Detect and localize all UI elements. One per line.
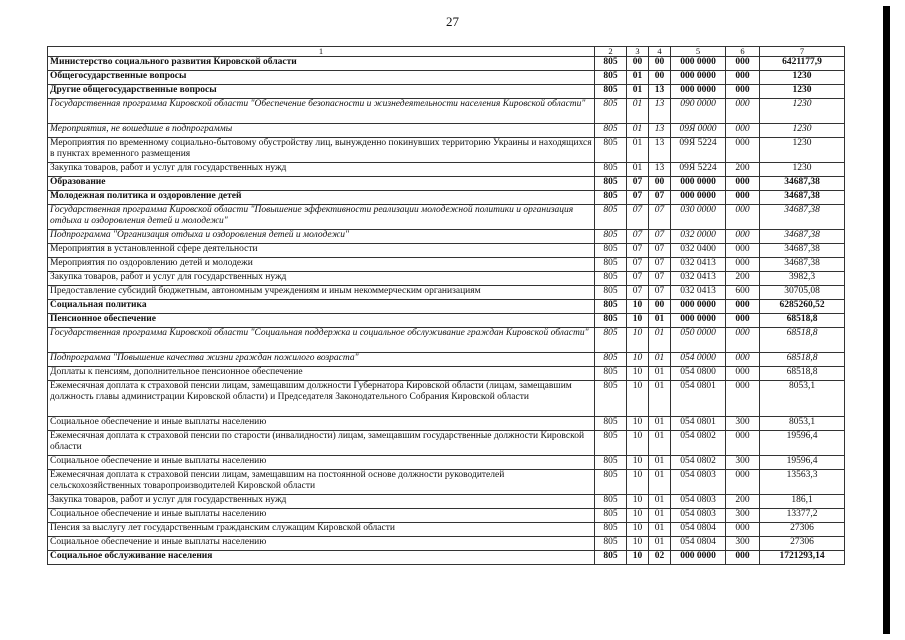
expense-type-code: 000: [726, 177, 760, 191]
target-article-code: 032 0413: [671, 286, 726, 300]
admin-code: 805: [595, 163, 627, 177]
table-row: [48, 300, 845, 314]
row-description: Социальное обслуживание населения: [48, 551, 595, 565]
table-row: [48, 138, 845, 163]
row-description: Мероприятия, не вошедшие в подпрограммы: [48, 124, 595, 138]
expense-type-code: 000: [726, 258, 760, 272]
row-description: Мероприятия по оздоровлению детей и молодежи: [48, 258, 595, 272]
target-article-code: 000 0000: [671, 57, 726, 71]
target-article-code: 050 0000: [671, 328, 726, 353]
subsection-code: 07: [649, 191, 671, 205]
table-row: [48, 431, 845, 456]
row-description: Закупка товаров, работ и услуг для государственных нужд: [48, 272, 595, 286]
subsection-code: 13: [649, 99, 671, 124]
expense-type-code: 000: [726, 431, 760, 456]
row-description: Социальное обеспечение и иные выплаты населению: [48, 509, 595, 523]
subsection-code: 02: [649, 551, 671, 565]
target-article-code: 000 0000: [671, 177, 726, 191]
amount: 1230: [760, 85, 845, 99]
row-description: Министерство социального развития Кировской области: [48, 57, 595, 71]
table-row: [48, 57, 845, 71]
row-description: Социальное обеспечение и иные выплаты населению: [48, 537, 595, 551]
amount: 19596,4: [760, 456, 845, 470]
section-code: 07: [627, 205, 649, 230]
admin-code: 805: [595, 205, 627, 230]
expense-type-code: 000: [726, 523, 760, 537]
expense-type-code: 200: [726, 495, 760, 509]
row-description: Молодежная политика и оздоровление детей: [48, 191, 595, 205]
budget-table-body: [48, 47, 845, 565]
admin-code: 805: [595, 177, 627, 191]
expense-type-code: 300: [726, 417, 760, 431]
target-article-code: 09Я 0000: [671, 124, 726, 138]
row-description: Мероприятия по временному социально-бытовому обустройству лиц, вынужденно покинувших территорию Украины и находящихся в пунктах временного размещения: [48, 138, 595, 163]
row-description: Государственная программа Кировской области "Социальная поддержка и социальное обслуживание граждан Кировской области": [48, 328, 595, 353]
target-article-code: 054 0000: [671, 353, 726, 367]
expense-type-code: 000: [726, 244, 760, 258]
section-code: 07: [627, 230, 649, 244]
section-code: 01: [627, 85, 649, 99]
target-article-code: 000 0000: [671, 85, 726, 99]
row-description: Государственная программа Кировской области "Повышение эффективности реализации молодежной политики и организация отдыха и оздоровления детей и молодежи": [48, 205, 595, 230]
page-number: 27: [446, 14, 459, 29]
table-row: [48, 537, 845, 551]
amount: 186,1: [760, 495, 845, 509]
expense-type-code: 000: [726, 99, 760, 124]
admin-code: 805: [595, 71, 627, 85]
target-article-code: 054 0802: [671, 456, 726, 470]
table-row: [48, 244, 845, 258]
admin-code: 805: [595, 99, 627, 124]
table-row: [48, 456, 845, 470]
admin-code: 805: [595, 314, 627, 328]
row-description: Социальное обеспечение и иные выплаты населению: [48, 417, 595, 431]
section-code: 01: [627, 124, 649, 138]
row-description: Подпрограмма "Повышение качества жизни граждан пожилого возраста": [48, 353, 595, 367]
subsection-code: 01: [649, 456, 671, 470]
table-row: [48, 258, 845, 272]
row-description: Пенсия за выслугу лет государственным гражданским служащим Кировской области: [48, 523, 595, 537]
section-code: 10: [627, 353, 649, 367]
table-row: [48, 99, 845, 124]
subsection-code: 07: [649, 244, 671, 258]
row-description: Другие общегосударственные вопросы: [48, 85, 595, 99]
section-code: 07: [627, 272, 649, 286]
expense-type-code: 000: [726, 381, 760, 417]
section-code: 07: [627, 286, 649, 300]
subsection-code: 01: [649, 353, 671, 367]
section-code: 10: [627, 470, 649, 495]
row-description: Ежемесячная доплата к страховой пенсии по старости (инвалидности) лицам, замещавшим государственные должности Кировской области: [48, 431, 595, 456]
target-article-code: 032 0400: [671, 244, 726, 258]
expense-type-code: 000: [726, 71, 760, 85]
amount: 1230: [760, 124, 845, 138]
section-code: 10: [627, 523, 649, 537]
column-number: 1: [48, 47, 595, 57]
table-row: [48, 551, 845, 565]
column-number: 4: [649, 47, 671, 57]
target-article-code: 032 0000: [671, 230, 726, 244]
target-article-code: 054 0800: [671, 367, 726, 381]
subsection-code: 13: [649, 163, 671, 177]
target-article-code: 000 0000: [671, 300, 726, 314]
admin-code: 805: [595, 230, 627, 244]
expense-type-code: 000: [726, 328, 760, 353]
target-article-code: 032 0413: [671, 272, 726, 286]
subsection-code: 07: [649, 272, 671, 286]
admin-code: 805: [595, 272, 627, 286]
expense-type-code: 000: [726, 470, 760, 495]
row-description: Ежемесячная доплата к страховой пенсии лицам, замещавшим должности Губернатора Кировской области (лицам, замещавшим должность главы администрации Кировской области) и Председателя Законодательного Собрания Кировской области: [48, 381, 595, 417]
subsection-code: 01: [649, 328, 671, 353]
subsection-code: 01: [649, 381, 671, 417]
row-description: Доплаты к пенсиям, дополнительное пенсионное обеспечение: [48, 367, 595, 381]
section-code: 01: [627, 138, 649, 163]
table-row: [48, 417, 845, 431]
admin-code: 805: [595, 286, 627, 300]
section-code: 10: [627, 537, 649, 551]
amount: 13377,2: [760, 509, 845, 523]
section-code: 10: [627, 381, 649, 417]
table-row: [48, 381, 845, 417]
section-code: 01: [627, 163, 649, 177]
subsection-code: 00: [649, 71, 671, 85]
section-code: 01: [627, 71, 649, 85]
admin-code: 805: [595, 456, 627, 470]
amount: 1230: [760, 138, 845, 163]
scan-edge-bar: [883, 6, 890, 634]
subsection-code: 01: [649, 417, 671, 431]
expense-type-code: 000: [726, 551, 760, 565]
amount: 1230: [760, 163, 845, 177]
target-article-code: 09Я 5224: [671, 163, 726, 177]
target-article-code: 054 0801: [671, 417, 726, 431]
table-row: [48, 286, 845, 300]
target-article-code: 054 0801: [671, 381, 726, 417]
row-description: Общегосударственные вопросы: [48, 71, 595, 85]
column-number: 2: [595, 47, 627, 57]
row-description: Мероприятия в установленной сфере деятельности: [48, 244, 595, 258]
target-article-code: 030 0000: [671, 205, 726, 230]
section-code: 07: [627, 258, 649, 272]
admin-code: 805: [595, 124, 627, 138]
expense-type-code: 000: [726, 57, 760, 71]
subsection-code: 07: [649, 286, 671, 300]
admin-code: 805: [595, 258, 627, 272]
section-code: 10: [627, 300, 649, 314]
admin-code: 805: [595, 537, 627, 551]
subsection-code: 00: [649, 300, 671, 314]
admin-code: 805: [595, 551, 627, 565]
subsection-code: 01: [649, 495, 671, 509]
column-number: 3: [627, 47, 649, 57]
subsection-code: 13: [649, 138, 671, 163]
amount: 27306: [760, 523, 845, 537]
row-description: Закупка товаров, работ и услуг для государственных нужд: [48, 163, 595, 177]
amount: 13563,3: [760, 470, 845, 495]
subsection-code: 07: [649, 258, 671, 272]
amount: 19596,4: [760, 431, 845, 456]
subsection-code: 01: [649, 314, 671, 328]
table-row: [48, 71, 845, 85]
subsection-code: 01: [649, 509, 671, 523]
expense-type-code: 000: [726, 191, 760, 205]
table-row: [48, 367, 845, 381]
amount: 3982,3: [760, 272, 845, 286]
amount: 34687,38: [760, 230, 845, 244]
row-description: Закупка товаров, работ и услуг для государственных нужд: [48, 495, 595, 509]
table-row: [48, 523, 845, 537]
table-row: [48, 163, 845, 177]
admin-code: 805: [595, 509, 627, 523]
admin-code: 805: [595, 191, 627, 205]
admin-code: 805: [595, 57, 627, 71]
subsection-code: 13: [649, 124, 671, 138]
target-article-code: 054 0803: [671, 495, 726, 509]
amount: 34687,38: [760, 191, 845, 205]
column-number: 5: [671, 47, 726, 57]
table-row: [48, 353, 845, 367]
expense-type-code: 300: [726, 537, 760, 551]
expense-type-code: 000: [726, 124, 760, 138]
budget-table: [47, 46, 845, 565]
table-row: [48, 272, 845, 286]
admin-code: 805: [595, 353, 627, 367]
target-article-code: 054 0804: [671, 537, 726, 551]
expense-type-code: 200: [726, 272, 760, 286]
subsection-code: 01: [649, 523, 671, 537]
amount: 6285260,52: [760, 300, 845, 314]
amount: 68518,8: [760, 328, 845, 353]
admin-code: 805: [595, 495, 627, 509]
section-code: 10: [627, 495, 649, 509]
table-row: [48, 314, 845, 328]
subsection-code: 00: [649, 177, 671, 191]
expense-type-code: 000: [726, 367, 760, 381]
amount: 68518,8: [760, 314, 845, 328]
table-row: [48, 328, 845, 353]
target-article-code: 054 0803: [671, 470, 726, 495]
admin-code: 805: [595, 244, 627, 258]
amount: 68518,8: [760, 353, 845, 367]
target-article-code: 000 0000: [671, 191, 726, 205]
admin-code: 805: [595, 300, 627, 314]
row-description: Социальное обеспечение и иные выплаты населению: [48, 456, 595, 470]
section-code: 10: [627, 328, 649, 353]
row-description: Подпрограмма "Организация отдыха и оздоровления детей и молодежи": [48, 230, 595, 244]
admin-code: 805: [595, 523, 627, 537]
target-article-code: 000 0000: [671, 314, 726, 328]
target-article-code: 054 0802: [671, 431, 726, 456]
subsection-code: 00: [649, 57, 671, 71]
table-row: [48, 191, 845, 205]
section-code: 00: [627, 57, 649, 71]
amount: 34687,38: [760, 244, 845, 258]
expense-type-code: 000: [726, 138, 760, 163]
expense-type-code: 000: [726, 300, 760, 314]
expense-type-code: 000: [726, 314, 760, 328]
table-row: [48, 470, 845, 495]
admin-code: 805: [595, 381, 627, 417]
expense-type-code: 000: [726, 205, 760, 230]
row-description: Предоставление субсидий бюджетным, автономным учреждениям и иным некоммерческим организациям: [48, 286, 595, 300]
subsection-code: 01: [649, 367, 671, 381]
section-code: 10: [627, 367, 649, 381]
target-article-code: 054 0804: [671, 523, 726, 537]
amount: 27306: [760, 537, 845, 551]
expense-type-code: 300: [726, 456, 760, 470]
subsection-code: 01: [649, 537, 671, 551]
subsection-code: 07: [649, 230, 671, 244]
row-description: Ежемесячная доплата к страховой пенсии лицам, замещавшим на постоянной основе должности руководителей сельскохозяйственных товаропроизводителей Кировской области: [48, 470, 595, 495]
section-code: 10: [627, 431, 649, 456]
section-code: 07: [627, 244, 649, 258]
expense-type-code: 600: [726, 286, 760, 300]
amount: 34687,38: [760, 258, 845, 272]
amount: 30705,08: [760, 286, 845, 300]
section-code: 10: [627, 551, 649, 565]
row-description: Образование: [48, 177, 595, 191]
row-description: Социальная политика: [48, 300, 595, 314]
table-row: [48, 495, 845, 509]
target-article-code: 054 0803: [671, 509, 726, 523]
target-article-code: 09Я 5224: [671, 138, 726, 163]
table-row: [48, 124, 845, 138]
table-row: [48, 509, 845, 523]
subsection-code: 01: [649, 431, 671, 456]
column-number-row: [48, 47, 845, 57]
amount: 34687,38: [760, 205, 845, 230]
table-row: [48, 177, 845, 191]
subsection-code: 07: [649, 205, 671, 230]
admin-code: 805: [595, 470, 627, 495]
section-code: 07: [627, 191, 649, 205]
amount: 6421177,9: [760, 57, 845, 71]
section-code: 10: [627, 417, 649, 431]
expense-type-code: 000: [726, 353, 760, 367]
admin-code: 805: [595, 328, 627, 353]
section-code: 10: [627, 314, 649, 328]
amount: 1721293,14: [760, 551, 845, 565]
amount: 68518,8: [760, 367, 845, 381]
admin-code: 805: [595, 138, 627, 163]
target-article-code: 000 0000: [671, 551, 726, 565]
table-row: [48, 230, 845, 244]
admin-code: 805: [595, 431, 627, 456]
section-code: 07: [627, 177, 649, 191]
admin-code: 805: [595, 367, 627, 381]
table-row: [48, 85, 845, 99]
amount: 34687,38: [760, 177, 845, 191]
subsection-code: 13: [649, 85, 671, 99]
expense-type-code: 300: [726, 509, 760, 523]
admin-code: 805: [595, 85, 627, 99]
column-number: 6: [726, 47, 760, 57]
expense-type-code: 200: [726, 163, 760, 177]
admin-code: 805: [595, 417, 627, 431]
row-description: Пенсионное обеспечение: [48, 314, 595, 328]
amount: 8053,1: [760, 417, 845, 431]
amount: 1230: [760, 99, 845, 124]
target-article-code: 090 0000: [671, 99, 726, 124]
target-article-code: 000 0000: [671, 71, 726, 85]
subsection-code: 01: [649, 470, 671, 495]
table-row: [48, 205, 845, 230]
section-code: 10: [627, 456, 649, 470]
amount: 1230: [760, 71, 845, 85]
row-description: Государственная программа Кировской области "Обеспечение безопасности и жизнедеятельности населения Кировской области": [48, 99, 595, 124]
target-article-code: 032 0413: [671, 258, 726, 272]
expense-type-code: 000: [726, 85, 760, 99]
column-number: 7: [760, 47, 845, 57]
amount: 8053,1: [760, 381, 845, 417]
expense-type-code: 000: [726, 230, 760, 244]
section-code: 10: [627, 509, 649, 523]
section-code: 01: [627, 99, 649, 124]
